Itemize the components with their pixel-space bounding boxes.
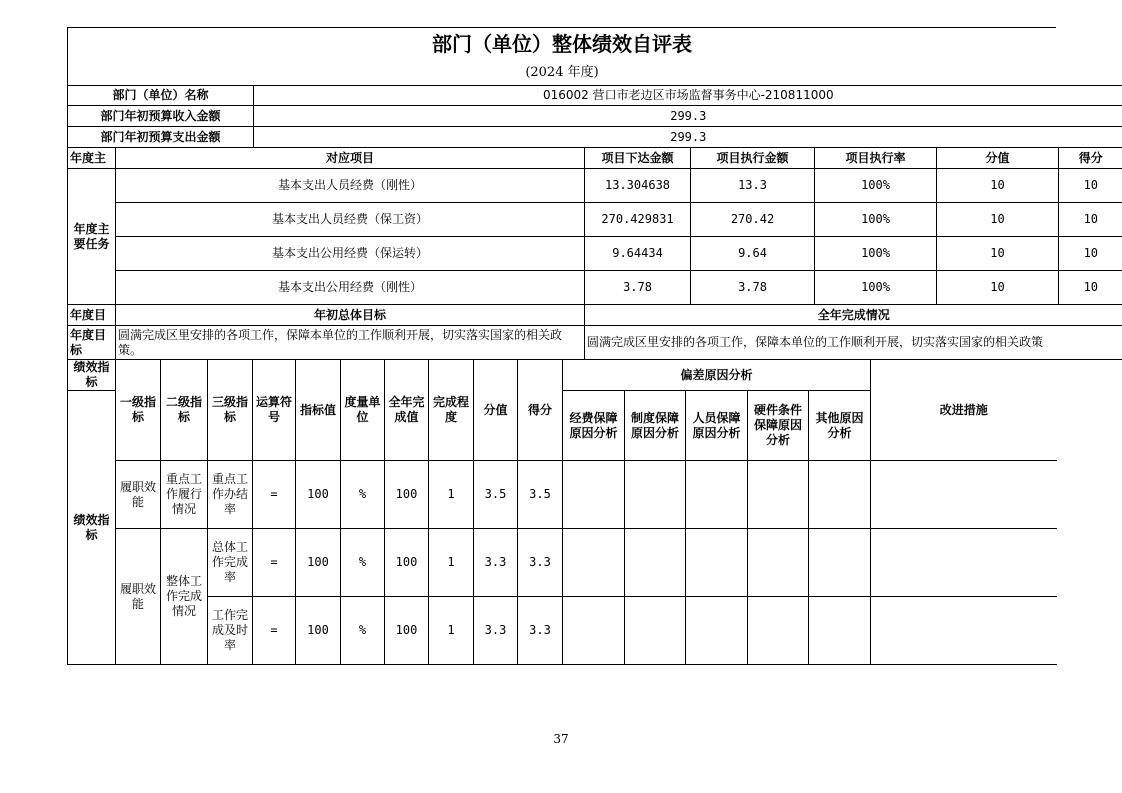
task-score: 10: [1059, 169, 1122, 203]
expense-label: 部门年初预算支出金额: [68, 127, 254, 148]
ind-target: 100: [296, 461, 341, 529]
task-item: 基本支出人员经费（保工资）: [116, 203, 585, 237]
indicator-row: [68, 461, 1057, 529]
goals-completion-text: 圆满完成区里安排的各项工作，保障本单位的工作顺利开展，切实落实国家的相关政策: [585, 326, 1122, 360]
ind-score: 3.3: [518, 597, 563, 665]
task-row: [68, 203, 1122, 237]
task-executed: 9.64: [691, 237, 815, 271]
tasks-side-header: 年度主: [68, 148, 116, 169]
ind-degree: 1: [429, 597, 474, 665]
task-score-value: 10: [937, 237, 1059, 271]
goals-header-target: 年初总体目标: [116, 305, 585, 326]
indicators-side-header: 绩效指标: [68, 360, 116, 391]
ind-header-score-value: 分值: [474, 360, 518, 461]
tasks-header-score-value: 分值: [937, 148, 1059, 169]
ind-score-value: 3.3: [474, 597, 518, 665]
indicator-row: [68, 597, 1057, 665]
task-row: [68, 271, 1122, 305]
ind-header-deviation: 偏差原因分析: [563, 360, 871, 391]
ind-operator: =: [253, 529, 296, 597]
dept-name-value: 016002 营口市老边区市场监督事务中心-210811000: [254, 86, 1122, 106]
ind-dev-hardware: [748, 529, 809, 597]
summary-table: [67, 85, 1122, 360]
ind-header-dev-funding: 经费保障原因分析: [563, 391, 625, 461]
task-rate: 100%: [815, 237, 937, 271]
ind-header-dev-other: 其他原因分析: [809, 391, 871, 461]
ind-score-value: 3.5: [474, 461, 518, 529]
ind-improvement: [871, 529, 1057, 597]
task-rate: 100%: [815, 169, 937, 203]
ind-header-dev-hardware: 硬件条件保障原因分析: [748, 391, 809, 461]
ind-dev-other: [809, 597, 871, 665]
task-row: [68, 237, 1122, 271]
ind-header-target: 指标值: [296, 360, 341, 461]
ind-dev-funding: [563, 461, 625, 529]
task-row: [68, 169, 1122, 203]
ind-level2: 整体工作完成情况: [161, 529, 208, 665]
indicators-side-label: 绩效指标: [68, 391, 116, 665]
ind-operator: =: [253, 597, 296, 665]
ind-dev-hardware: [748, 461, 809, 529]
ind-header-level1: 一级指标: [116, 360, 161, 461]
ind-header-level2: 二级指标: [161, 360, 208, 461]
ind-dev-system: [625, 529, 686, 597]
tasks-header-score: 得分: [1059, 148, 1122, 169]
task-item: 基本支出人员经费（刚性）: [116, 169, 585, 203]
ind-actual: 100: [385, 461, 429, 529]
ind-header-level3: 三级指标: [208, 360, 253, 461]
ind-unit: %: [341, 597, 385, 665]
ind-header-dev-system: 制度保障原因分析: [625, 391, 686, 461]
task-score-value: 10: [937, 271, 1059, 305]
task-score: 10: [1059, 203, 1122, 237]
ind-improvement: [871, 597, 1057, 665]
ind-target: 100: [296, 597, 341, 665]
task-item: 基本支出公用经费（保运转）: [116, 237, 585, 271]
goals-header-completion: 全年完成情况: [585, 305, 1122, 326]
ind-score: 3.5: [518, 461, 563, 529]
task-executed: 270.42: [691, 203, 815, 237]
ind-actual: 100: [385, 529, 429, 597]
ind-level3: 工作完成及时率: [208, 597, 253, 665]
goals-side-label: 年度目标: [68, 326, 116, 360]
ind-level3: 重点工作办结率: [208, 461, 253, 529]
goals-target-text: 圆满完成区里安排的各项工作，保障本单位的工作顺利开展，切实落实国家的相关政策。: [116, 326, 585, 360]
ind-header-unit: 度量单位: [341, 360, 385, 461]
ind-dev-staff: [686, 529, 748, 597]
ind-dev-system: [625, 461, 686, 529]
task-score-value: 10: [937, 203, 1059, 237]
income-label: 部门年初预算收入金额: [68, 106, 254, 127]
ind-level1: 履职效能: [116, 461, 161, 529]
ind-header-dev-staff: 人员保障原因分析: [686, 391, 748, 461]
ind-header-actual: 全年完成值: [385, 360, 429, 461]
ind-unit: %: [341, 529, 385, 597]
goals-side-header: 年度目: [68, 305, 116, 326]
task-rate: 100%: [815, 203, 937, 237]
task-score: 10: [1059, 237, 1122, 271]
ind-improvement: [871, 461, 1057, 529]
task-executed: 13.3: [691, 169, 815, 203]
evaluation-sheet: [67, 27, 1103, 665]
ind-header-improvement: 改进措施: [871, 360, 1057, 461]
ind-degree: 1: [429, 529, 474, 597]
ind-dev-funding: [563, 529, 625, 597]
ind-dev-hardware: [748, 597, 809, 665]
ind-header-operator: 运算符号: [253, 360, 296, 461]
ind-dev-staff: [686, 461, 748, 529]
tasks-header-executed: 项目执行金额: [691, 148, 815, 169]
tasks-header-item: 对应项目: [116, 148, 585, 169]
ind-dev-staff: [686, 597, 748, 665]
ind-unit: %: [341, 461, 385, 529]
task-item: 基本支出公用经费（刚性）: [116, 271, 585, 305]
task-allotted: 9.64434: [585, 237, 691, 271]
ind-target: 100: [296, 529, 341, 597]
page-number: 37: [553, 732, 569, 746]
ind-dev-other: [809, 461, 871, 529]
ind-level1: 履职效能: [116, 529, 161, 665]
ind-level3: 总体工作完成率: [208, 529, 253, 597]
ind-dev-funding: [563, 597, 625, 665]
task-allotted: 13.304638: [585, 169, 691, 203]
ind-dev-other: [809, 529, 871, 597]
task-score: 10: [1059, 271, 1122, 305]
task-allotted: 270.429831: [585, 203, 691, 237]
income-value: 299.3: [254, 106, 1122, 127]
indicator-row: [68, 529, 1057, 597]
dept-name-label: 部门（单位）名称: [68, 86, 254, 106]
ind-degree: 1: [429, 461, 474, 529]
task-rate: 100%: [815, 271, 937, 305]
ind-dev-system: [625, 597, 686, 665]
ind-actual: 100: [385, 597, 429, 665]
ind-level2: 重点工作履行情况: [161, 461, 208, 529]
ind-operator: =: [253, 461, 296, 529]
task-score-value: 10: [937, 169, 1059, 203]
page-title: 部门（单位）整体绩效自评表: [67, 27, 1056, 60]
tasks-header-allotted: 项目下达金额: [585, 148, 691, 169]
tasks-side-label: 年度主要任务: [68, 169, 116, 305]
ind-score-value: 3.3: [474, 529, 518, 597]
ind-header-score: 得分: [518, 360, 563, 461]
tasks-header-rate: 项目执行率: [815, 148, 937, 169]
ind-header-degree: 完成程度: [429, 360, 474, 461]
indicators-table: [67, 360, 1057, 665]
ind-score: 3.3: [518, 529, 563, 597]
expense-value: 299.3: [254, 127, 1122, 148]
task-allotted: 3.78: [585, 271, 691, 305]
task-executed: 3.78: [691, 271, 815, 305]
page-subtitle: (2024 年度): [67, 60, 1056, 85]
